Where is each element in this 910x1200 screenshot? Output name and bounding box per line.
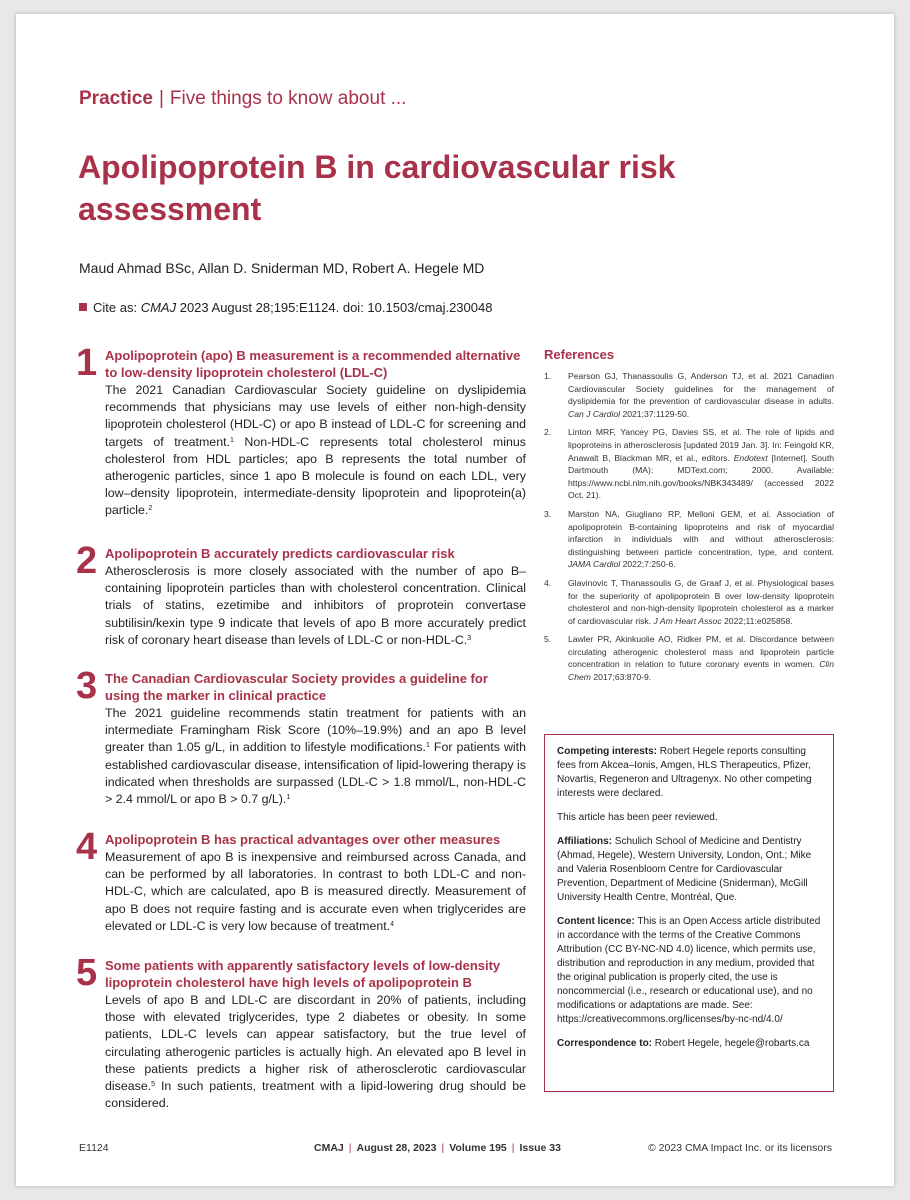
point-heading: Some patients with apparently satisfactory levels of low-density lipoprotein cholesterol have high levels of apolipoprotein B xyxy=(105,958,501,990)
author-list: Maud Ahmad BSc, Allan D. Sniderman MD, Robert A. Hegele MD xyxy=(79,260,485,276)
citation-prefix: Cite as: xyxy=(93,300,138,315)
references-heading: References xyxy=(544,347,615,362)
article-info-box xyxy=(544,734,834,1092)
point-heading: Apolipoprotein B accurately predicts cardiovascular risk xyxy=(105,546,455,561)
peer-review-note: This article has been peer reviewed. xyxy=(557,812,718,823)
point-number: 3 xyxy=(76,665,98,707)
point-number: 1 xyxy=(76,342,98,384)
reference-item: 5. Lawler PR, Akinkuolie AO, Ridker PM, et al. Discordance between circulating atherogenic cholesterol mass and lipoprotein particle concentration in relation to future coronary events in women. Clin Chem 2017;63:870-9. xyxy=(544,634,834,683)
citation-journal: CMAJ xyxy=(140,300,177,315)
citation-marker-icon xyxy=(79,303,87,311)
point-body: Atherosclerosis is more closely associated with the number of apo B–containing lipoprotein particles than with cholesterol concentration. Clinical trials of statins, ezetimibe and inhibitors of proprotein convertase subtilisin/kexin type 9 indicate that levels of apo B more accurately predict risk of coronary heart disease than levels of LDL-C or non-HDL-C.$^3$ xyxy=(105,564,526,647)
point-body: The 2021 guideline recommends statin treatment for patients with an intermediate Framingham Risk Score (10%–19.9%) and an apo B level greater than 1.05 g/L, in addition to lifestyle modifications.$^1$ For patients with established cardiovascular disease, intensification of lipid-lowering therapy is indicated when thresholds are surpassed (LDL-C > 1.8 mmol/L, non-HDL-C > 2.4 mmol/L or apo B > 0.7 g/L).$^1$ xyxy=(105,706,526,807)
affiliations: Affiliations: Schulich School of Medicine and Dentistry (Ahmad, Hegele), Western University, London, Ont.; Mike and Valeria Rosenbloom Centre for Cardiovascular Prevention, Department of Medicine (Sniderman), McGill University Health Centre, Montréal, Que. xyxy=(557,836,812,903)
point-heading: The Canadian Cardiovascular Society provides a guideline for using the marker in clinical practice xyxy=(105,671,488,703)
point-number: 5 xyxy=(76,952,98,994)
reference-item: 2. Linton MRF, Yancey PG, Davies SS, et al. The role of lipids and lipoproteins in atherosclerosis [updated 2019 Jan. 3]. In: Feingold KR, Anawalt B, Blackman MR, et al., editors. Endotext [Internet]. South Dartmouth (MA): MDText.com; 2000. Available: https://www.ncbi.nlm.nih.gov/books/NBK343489/ (accessed 2022 Oct. 21). xyxy=(544,427,834,501)
content-licence: Content licence: This is an Open Access article distributed in accordance with the terms of the Creative Commons Attribution (CC BY-NC-ND 4.0) licence, which permits use, distribution and reproduction in any medium, provided that the original publication is properly cited, the use is noncommercial (i.e., research or educational use), and no modifications or adaptations are made. See: https://creativecommons.org/licenses/by-nc-nd/4.0/ xyxy=(557,916,821,1025)
reference-item: 4. Glavinovic T, Thanassoulis G, de Graaf J, et al. Physiological bases for the superiority of apolipoprotein B over low-density lipoprotein cholesterol and non-high-density lipoprotein cholesterol as a marker of cardiovascular risk. J Am Heart Assoc 2022;11:e025858. xyxy=(544,577,834,626)
point-2 xyxy=(76,540,526,649)
section-separator: | xyxy=(158,88,164,109)
point-body: Levels of apo B and LDL-C are discordant in 20% of patients, including those with elevated triglycerides, type 2 diabetes or obesity. In some patients, LDL-C levels can appear satisfactory, but the true level of circulating atherogenic particles is actually high. An elevated apo B level in these patients predicts a higher risk of atherosclerotic cardiovascular disease.$^5$ In such patients, treatment with a lipid-lowering drug should be considered. xyxy=(105,993,526,1111)
competing-interests: Competing interests: Robert Hegele reports consulting fees from Akcea–Ionis, Amgen, HLS Therapeutics, Pfizer, Novartis, Regeneron and Ultragenyx. No other competing interests were declared. xyxy=(557,746,812,799)
references-section xyxy=(544,347,834,690)
copyright: © 2023 CMA Impact Inc. or its licensors xyxy=(648,1142,832,1154)
reference-item: 1. Pearson GJ, Thanassoulis G, Anderson TJ, et al. 2021 Canadian Cardiovascular Society guidelines for the management of dyslipidemia for the prevention of cardiovascular disease in adults. Can J Cardiol 2021;37:1129-50. xyxy=(544,371,834,419)
section-header xyxy=(79,88,406,110)
journal-footer: CMAJ | August 28, 2023 | Volume 195 | Issue 33 xyxy=(314,1142,561,1154)
citation-line xyxy=(79,300,492,315)
point-1 xyxy=(76,342,526,520)
reference-list xyxy=(544,370,834,684)
journal-page xyxy=(16,14,894,1186)
point-heading: Apolipoprotein (apo) B measurement is a recommended alternative to low-density lipoprotein cholesterol (LDL-C) xyxy=(105,348,521,380)
point-body: Measurement of apo B is inexpensive and reimbursed across Canada, and can be performed by all laboratories. In contrast to both LDL-C and non-HDL-C, which are calculated, apo B is measured directly. Measurement of apo B does not require fasting and is accurate even when triglycerides are elevated or LDL-C is very low because of treatment.$^4$ xyxy=(105,850,526,933)
point-5 xyxy=(76,952,526,1112)
section-subtitle: Five things to know about ... xyxy=(169,88,407,109)
point-number: 2 xyxy=(76,540,98,582)
article-title: Apolipoprotein B in cardiovascular risk assessment xyxy=(78,149,676,227)
citation-details: 2023 August 28;195:E1124. doi: 10.1503/cmaj.230048 xyxy=(179,300,493,315)
point-body: The 2021 Canadian Cardiovascular Society guideline on dyslipidemia recommends that physicians may use levels of either non-high-density lipoprotein cholesterol (HDL-C) or apo B instead of LDL-C for screening and targets of treatment.$^1$ Non-HDL-C represents total cholesterol minus cholesterol from HDL particles; apo B represents the total number of atherogenic particles, since 1 apo B molecule is found on each LDL, very low–density lipoprotein, intermediate-density lipoprotein and lipoprotein(a) particle.$^2$ xyxy=(105,383,526,518)
correspondence: Correspondence to: Robert Hegele, hegele@robarts.ca xyxy=(557,1038,810,1049)
point-4 xyxy=(76,826,526,935)
page-number: E1124 xyxy=(79,1142,109,1154)
point-number: 4 xyxy=(76,826,98,868)
point-heading: Apolipoprotein B has practical advantages over other measures xyxy=(105,832,501,847)
section-name: Practice xyxy=(79,88,153,109)
point-3 xyxy=(76,665,526,808)
reference-item: 3. Marston NA, Giugliano RP, Melloni GEM, et al. Association of apolipoprotein B-containing lipoproteins and risk of myocardial infarction in individuals with and without atherosclerosis: distinguishing between particle concentration, type, and content. JAMA Cardiol 2022;7:250-6. xyxy=(544,508,834,570)
